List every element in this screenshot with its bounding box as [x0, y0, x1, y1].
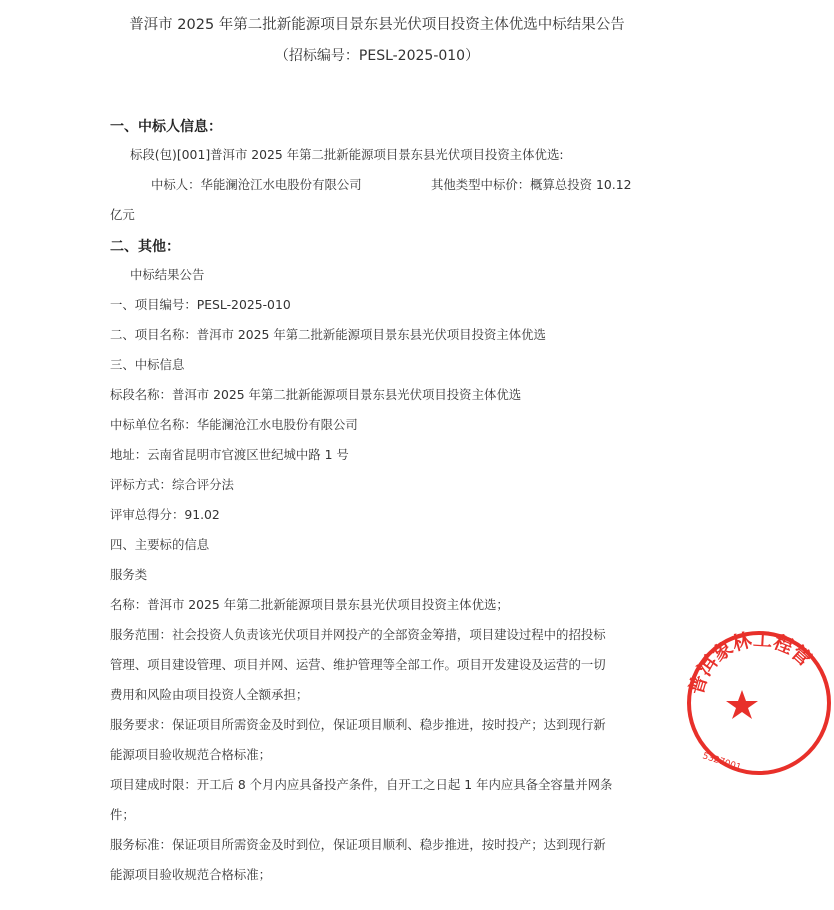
body-line: 四、主要标的信息: [110, 537, 210, 552]
body-line: 评审总得分：91.02: [110, 507, 220, 522]
body-line: 一、项目编号：PESL-2025-010: [110, 297, 291, 312]
body-line: 中标单位名称：华能澜沧江水电股份有限公司: [110, 417, 358, 432]
price-unit: 亿元: [110, 207, 135, 222]
body-line: 项目建成时限：开工后 8 个月内应具备投产条件，自开工之日起 1 年内应具备全容量并网条: [110, 777, 613, 792]
lot-line: 标段(包)[001]普洱市 2025 年第二批新能源项目景东县光伏项目投资主体优选:: [130, 147, 564, 162]
body-line: 三、中标信息: [110, 357, 185, 372]
section-heading-winner-info: 一、中标人信息：: [110, 119, 222, 135]
body-line: 能源项目验收规范合格标准；: [110, 747, 272, 762]
winner-line: 中标人：华能澜沧江水电股份有限公司: [151, 177, 362, 192]
body-line: 管理、项目建设管理、项目并网、运营、维护管理等全部工作。项目开发建设及运营的一切: [110, 657, 606, 672]
body-line: 服务类: [110, 567, 148, 582]
body-line: 评标方式：综合评分法: [110, 477, 234, 492]
body-line: 名称：普洱市 2025 年第二批新能源项目景东县光伏项目投资主体优选；: [110, 597, 509, 612]
body-line: 件；: [110, 807, 135, 822]
body-line: 地址：云南省昆明市官渡区世纪城中路 1 号: [110, 447, 349, 462]
svg-text:普洱象林工程管: 普洱象林工程管: [685, 628, 816, 698]
body-line: 二、项目名称：普洱市 2025 年第二批新能源项目景东县光伏项目投资主体优选: [110, 327, 546, 342]
tender-number: （招标编号：PESL-2025-010）: [274, 48, 480, 64]
notice-title: 中标结果公告: [130, 267, 205, 282]
body-line: 服务标准：保证项目所需资金及时到位，保证项目顺利、稳步推进，按时投产；达到现行新: [110, 837, 606, 852]
section-heading-other: 二、其他：: [110, 239, 180, 255]
body-line: 服务要求：保证项目所需资金及时到位，保证项目顺利、稳步推进，按时投产；达到现行新: [110, 717, 606, 732]
official-seal-stamp: [684, 628, 834, 778]
body-line: 费用和风险由项目投资人全额承担；: [110, 687, 309, 702]
body-line: 标段名称：普洱市 2025 年第二批新能源项目景东县光伏项目投资主体优选: [110, 387, 522, 402]
svg-text:5327001: 5327001: [701, 751, 743, 774]
body-line: 服务范围：社会投资人负责该光伏项目并网投产的全部资金筹措，项目建设过程中的招投标: [110, 627, 606, 642]
body-line: 能源项目验收规范合格标准；: [110, 867, 272, 882]
document-title: 普洱市 2025 年第二批新能源项目景东县光伏项目投资主体优选中标结果公告: [129, 17, 625, 33]
price-line: 其他类型中标价：概算总投资 10.12: [431, 177, 632, 192]
